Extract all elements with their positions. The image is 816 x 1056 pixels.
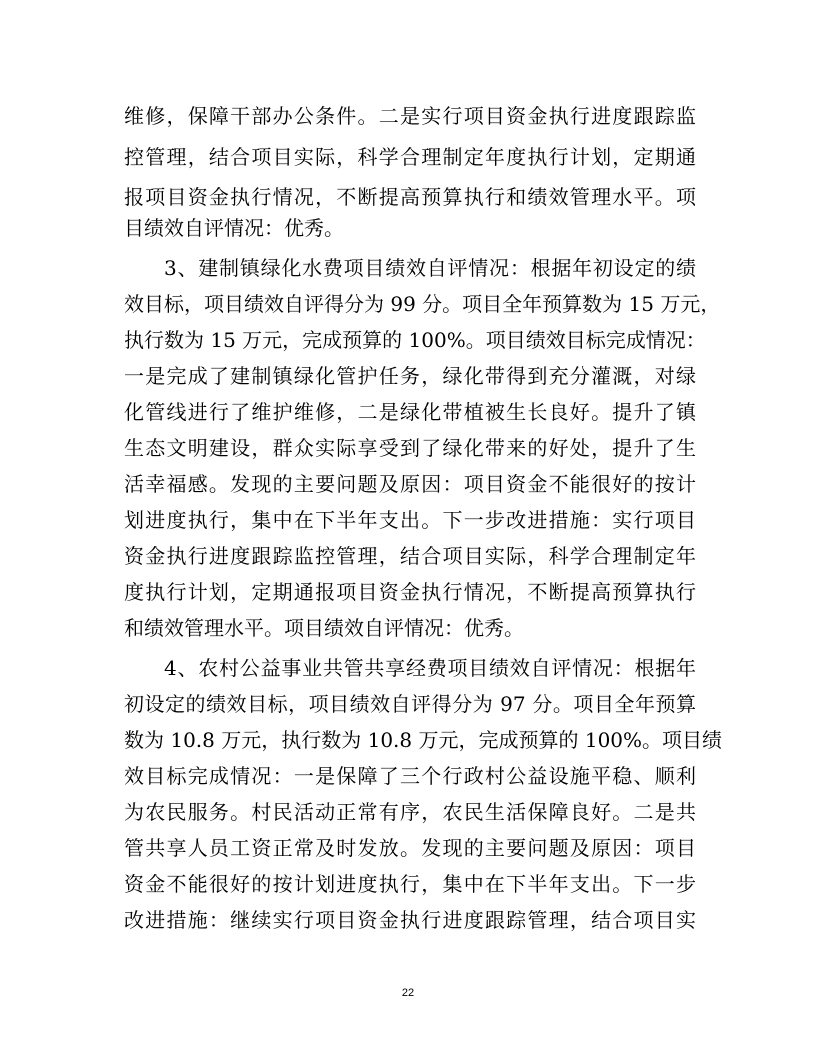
paragraph-2-line-4: 一是完成了建制镇绿化管护任务，绿化带得到充分灌溉，对绿 <box>124 364 696 388</box>
paragraph-2-line-7: 活幸福感。发现的主要问题及原因：项目资金不能很好的按计 <box>124 472 696 496</box>
paragraph-3-line-4: 效目标完成情况：一是保障了三个行政村公益设施平稳、顺利 <box>124 764 696 788</box>
paragraph-2-line-5: 化管线进行了维护维修，二是绿化带植被生长良好。提升了镇 <box>124 400 696 424</box>
paragraph-2-line-10: 度执行计划，定期通报项目资金执行情况，不断提高预算执行 <box>124 580 696 604</box>
paragraph-3-line-5: 为农民服务。村民活动正常有序，农民生活保障良好。二是共 <box>124 800 696 824</box>
paragraph-2-line-1: 3、建制镇绿化水费项目绩效自评情况：根据年初设定的绩 <box>164 256 696 280</box>
paragraph-2-line-11: 和绩效管理水平。项目绩效自评情况：优秀。 <box>124 616 524 640</box>
paragraph-2-line-3: 执行数为 15 万元，完成预算的 100%。项目绩效目标完成情况： <box>124 328 706 352</box>
paragraph-3-line-7: 资金不能很好的按计划进度执行，集中在下半年支出。下一步 <box>124 872 696 896</box>
paragraph-2-line-8: 划进度执行，集中在下半年支出。下一步改进措施：实行项目 <box>124 508 696 532</box>
paragraph-1-line-2: 控管理，结合项目实际，科学合理制定年度执行计划，定期通 <box>124 145 696 169</box>
paragraph-1-line-4: 目绩效自评情况：优秀。 <box>124 216 344 240</box>
paragraph-3-line-3: 数为 10.8 万元，执行数为 10.8 万元，完成预算的 100%。项目绩 <box>124 728 723 752</box>
paragraph-3-line-2: 初设定的绩效目标，项目绩效自评得分为 97 分。项目全年预算 <box>124 692 696 716</box>
paragraph-3-line-1: 4、农村公益事业共管共享经费项目绩效自评情况：根据年 <box>164 656 696 680</box>
paragraph-2-line-2: 效目标，项目绩效自评得分为 99 分。项目全年预算数为 15 万元， <box>124 292 721 316</box>
paragraph-1-line-1: 维修，保障干部办公条件。二是实行项目资金执行进度跟踪监 <box>124 104 696 128</box>
paragraph-3-line-8: 改进措施：继续实行项目资金执行进度跟踪管理，结合项目实 <box>124 908 696 932</box>
paragraph-1-line-3: 报项目资金执行情况，不断提高预算执行和绩效管理水平。项 <box>124 185 696 209</box>
paragraph-3-line-6: 管共享人员工资正常及时发放。发现的主要问题及原因：项目 <box>124 836 696 860</box>
paragraph-2-line-9: 资金执行进度跟踪监控管理，结合项目实际，科学合理制定年 <box>124 544 696 568</box>
paragraph-2-line-6: 生态文明建设，群众实际享受到了绿化带来的好处，提升了生 <box>124 436 696 460</box>
page-number: 22 <box>401 987 415 999</box>
